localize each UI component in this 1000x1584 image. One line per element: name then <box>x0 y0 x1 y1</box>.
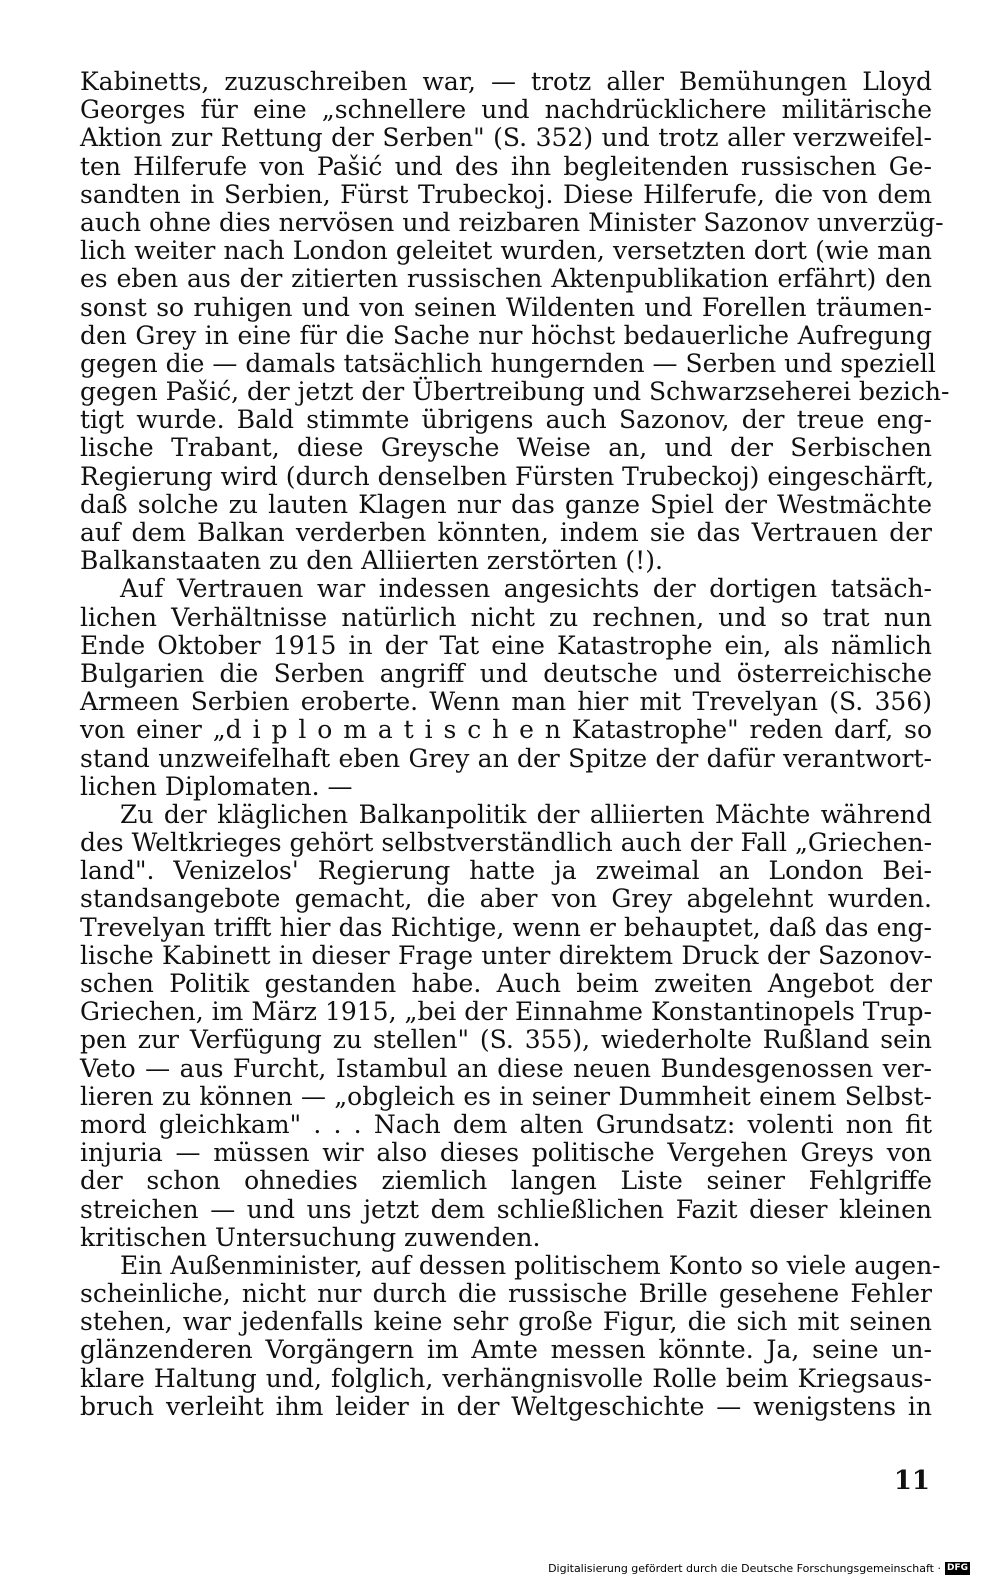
text-line: scheinliche, nicht nur durch die russische Brille gesehene Fehler <box>80 1279 932 1309</box>
text-line: Armeen Serbien eroberte. Wenn man hier mit Trevelyan (S. 356) <box>80 687 932 717</box>
text-line: standsangebote gemacht, die aber von Grey abgelehnt wurden. <box>80 884 932 914</box>
text-line: gegen die — damals tatsächlich hungernden — Serben und speziell <box>80 348 936 378</box>
text-line: mord gleichkam" . . . Nach dem alten Grundsatz: volenti non fit <box>80 1109 932 1139</box>
text-line: Zu der kläglichen Balkanpolitik der alliierten Mächte während <box>120 799 932 829</box>
text-line: Trevelyan trifft hier das Richtige, wenn er behauptet, daß das eng- <box>80 912 932 942</box>
text-line: schen Politik gestanden habe. Auch beim zweiten Angebot der <box>80 969 932 998</box>
text-line: der schon ohnedies ziemlich langen Liste seiner Fehlgriffe <box>80 1166 932 1196</box>
text-line: sonst so ruhigen und von seinen Wildenten und Forellen träumen- <box>80 292 932 322</box>
text-line: ten Hilferufe von Pašić und des ihn begleitenden russischen Ge- <box>80 151 932 181</box>
text-line: auf dem Balkan verderben könnten, indem sie das Vertrauen der <box>80 518 932 547</box>
page-number: 11 <box>893 1466 930 1496</box>
text-line: Bulgarien die Serben angriff und deutsche und österreichische <box>80 658 932 688</box>
page-body <box>80 67 950 1421</box>
text-line: lische Trabant, diese Greysche Weise an, und der Serbischen <box>80 433 932 463</box>
text-line: Auf Vertrauen war indessen angesichts der dortigen tatsäch- <box>120 574 932 604</box>
text-line: klare Haltung und, folglich, verhängnisvolle Rolle beim Kriegsaus- <box>80 1363 932 1393</box>
text-line: bruch verleiht ihm leider in der Weltgeschichte — wenigstens in <box>80 1391 932 1421</box>
text-line: lische Kabinett in dieser Frage unter direktem Druck der Sazonov- <box>80 940 932 970</box>
text-line: land". Venizelos' Regierung hatte ja zweimal an London Bei- <box>80 856 932 886</box>
text-line: lichen Verhältnisse natürlich nicht zu rechnen, und so trat nun <box>80 602 932 632</box>
text-line: Regierung wird (durch denselben Fürsten Trubeckoj) eingeschärft, <box>80 461 935 491</box>
text-line: des Weltkrieges gehört selbstverständlich auch der Fall „Griechen- <box>80 828 933 858</box>
text-line: stand unzweifelhaft eben Grey an der Spitze der dafür verantwort- <box>80 743 932 773</box>
text-line: daß solche zu lauten Klagen nur das ganze Spiel der Westmächte <box>80 489 932 519</box>
text-line: Balkanstaaten zu den Alliierten zerstörten (!). <box>80 546 663 576</box>
text-line: Griechen, im März 1915, „bei der Einnahme Konstantinopels Trup- <box>80 997 932 1027</box>
text-line: tigt wurde. Bald stimmte übrigens auch Sazonov, der treue eng- <box>80 405 932 435</box>
dfg-logo-icon: DFG <box>946 1563 968 1573</box>
text-line: glänzenderen Vorgängern im Amte messen könnte. Ja, seine un- <box>80 1335 932 1365</box>
text-line: Kabinetts, zuzuschreiben war, — trotz aller Bemühungen Lloyd <box>80 67 932 96</box>
text-line: den Grey in eine für die Sache nur höchst bedauerliche Aufregung <box>80 320 932 350</box>
text-line: es eben aus der zitierten russischen Aktenpublikation erfährt) den <box>80 264 932 294</box>
text-line: lieren zu können — „obgleich es in seiner Dummheit einem Selbst- <box>80 1081 932 1111</box>
footer-text: Digitalisierung gefördert durch die Deutsche Forschungsgemeinschaft · <box>548 1562 941 1575</box>
text-line: Ende Oktober 1915 in der Tat eine Katastrophe ein, als nämlich <box>80 630 932 660</box>
text-line: pen zur Verfügung zu stellen" (S. 355), wiederholte Rußland sein <box>80 1025 932 1055</box>
text-line: Georges für eine „schnellere und nachdrücklichere militärische <box>80 95 932 125</box>
text-line: auch ohne dies nervösen und reizbaren Minister Sazonov unverzüg- <box>80 207 944 237</box>
text-line: injuria — müssen wir also dieses politische Vergehen Greys von <box>80 1138 932 1168</box>
digitization-footer <box>548 1562 970 1575</box>
text-line: Aktion zur Rettung der Serben" (S. 352) und trotz aller verzweifel- <box>80 123 932 153</box>
text-line: lich weiter nach London geleitet wurden, versetzten dort (wie man <box>80 236 932 266</box>
text-line: Ein Außenminister, auf dessen politischem Konto so viele augen- <box>120 1250 941 1280</box>
text-line: gegen Pašić, der jetzt der Übertreibung und Schwarzseherei bezich- <box>80 377 950 407</box>
text-line: Veto — aus Furcht, Istambul an diese neuen Bundesgenossen ver- <box>80 1053 932 1083</box>
text-line: lichen Diplomaten. — <box>80 771 353 801</box>
text-line: von einer „d i p l o m a t i s c h e n Katastrophe" reden darf, so <box>80 715 932 745</box>
text-line: streichen — und uns jetzt dem schließlichen Fazit dieser kleinen <box>80 1194 932 1224</box>
text-line: kritischen Untersuchung zuwenden. <box>80 1222 541 1252</box>
text-line: stehen, war jedenfalls keine sehr große Figur, die sich mit seinen <box>80 1307 932 1337</box>
text-line: sandten in Serbien, Fürst Trubeckoj. Diese Hilferufe, die von dem <box>80 179 932 209</box>
